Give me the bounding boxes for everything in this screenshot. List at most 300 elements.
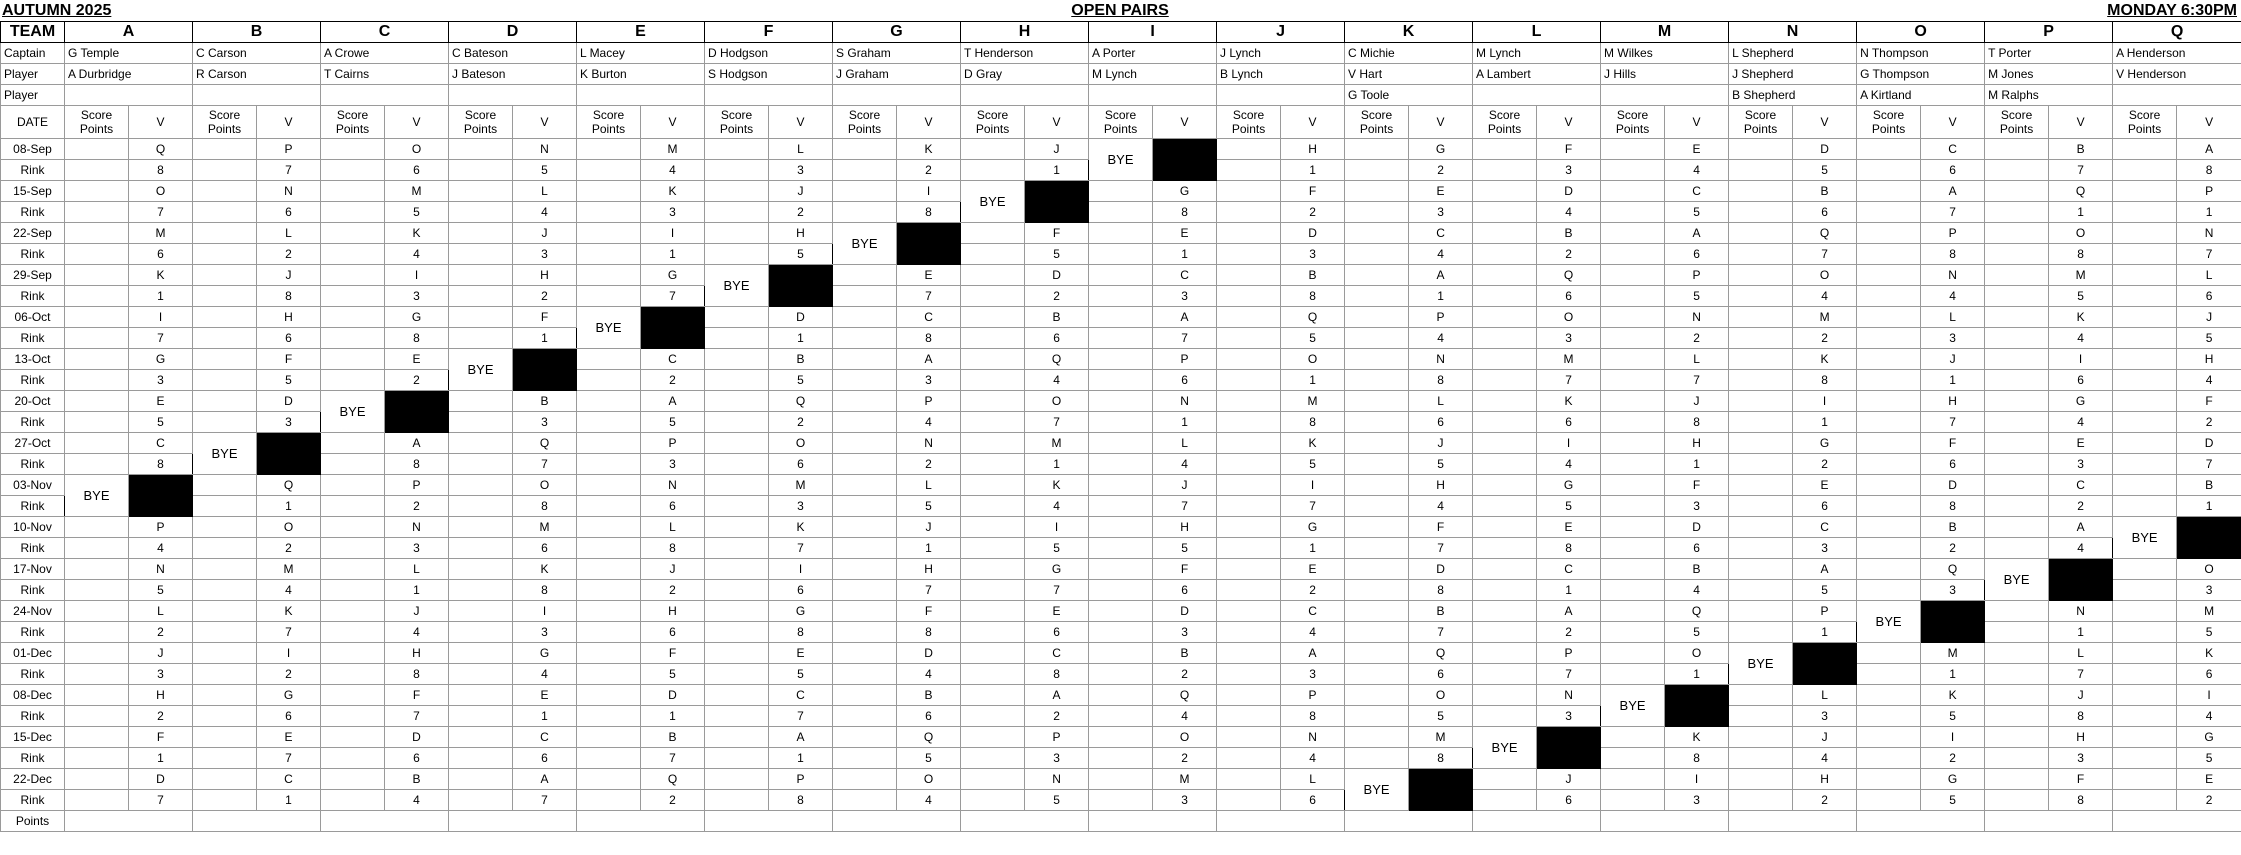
rink-number-cell: 7 xyxy=(385,706,449,727)
captain-name-e: L Macey xyxy=(577,43,705,64)
rink-number-cell: 8 xyxy=(385,328,449,349)
opponent-cell: G xyxy=(1025,559,1089,580)
score-points-cell xyxy=(705,790,769,811)
opponent-cell: P xyxy=(897,391,961,412)
score-points-cell xyxy=(449,265,513,286)
opponent-cell: O xyxy=(129,181,193,202)
score-points-cell xyxy=(1217,580,1281,601)
score-points-cell xyxy=(1729,538,1793,559)
rink-number-cell: 7 xyxy=(897,286,961,307)
score-points-cell xyxy=(1217,223,1281,244)
score-points-cell xyxy=(1857,391,1921,412)
rink-number-cell: 7 xyxy=(129,790,193,811)
score-points-cell xyxy=(1345,412,1409,433)
opponent-cell: L xyxy=(1281,769,1345,790)
points-total-cell xyxy=(1089,811,1217,832)
rink-number-cell: 5 xyxy=(1665,202,1729,223)
score-points-cell xyxy=(961,244,1025,265)
rink-number-cell: 4 xyxy=(385,244,449,265)
score-points-cell xyxy=(1601,559,1665,580)
score-points-cell xyxy=(577,160,641,181)
rink-number-cell: 8 xyxy=(513,496,577,517)
score-points-cell xyxy=(705,706,769,727)
score-points-cell xyxy=(577,664,641,685)
opponent-cell: E xyxy=(1537,517,1601,538)
opponent-cell: F xyxy=(1537,139,1601,160)
score-points-cell xyxy=(1985,265,2049,286)
score-points-cell xyxy=(961,223,1025,244)
opponent-cell: I xyxy=(129,307,193,328)
score-points-cell xyxy=(961,538,1025,559)
score-points-cell xyxy=(961,370,1025,391)
opponent-cell: B xyxy=(1537,223,1601,244)
rink-number-cell: 3 xyxy=(2049,454,2113,475)
opponent-cell: N xyxy=(1537,685,1601,706)
score-points-cell xyxy=(1089,328,1153,349)
score-points-cell xyxy=(1345,223,1409,244)
rink-number-cell: 4 xyxy=(129,538,193,559)
rink-number-cell: 5 xyxy=(1025,790,1089,811)
rink-number-cell: 8 xyxy=(1921,244,1985,265)
opponent-cell: C xyxy=(1025,643,1089,664)
rink-number-cell: 8 xyxy=(1665,748,1729,769)
rink-row xyxy=(1,790,2241,811)
bye-block xyxy=(1537,727,1601,769)
opponent-cell: G xyxy=(641,265,705,286)
score-points-cell xyxy=(1729,139,1793,160)
second-player-name-l xyxy=(1473,85,1601,106)
score-points-cell xyxy=(2113,223,2177,244)
opponent-cell: O xyxy=(1025,391,1089,412)
score-points-cell xyxy=(577,433,641,454)
opponent-cell: N xyxy=(513,139,577,160)
score-points-cell xyxy=(833,559,897,580)
opponent-cell: L xyxy=(1665,349,1729,370)
score-points-cell xyxy=(1729,517,1793,538)
rink-number-cell: 8 xyxy=(2177,160,2241,181)
score-points-header: Score Points xyxy=(321,106,385,139)
score-points-cell xyxy=(1473,601,1537,622)
opponent-cell: F xyxy=(257,349,321,370)
season-title: AUTUMN 2025 xyxy=(2,2,112,19)
rink-number-cell: 4 xyxy=(257,580,321,601)
score-points-cell xyxy=(193,538,257,559)
score-points-cell xyxy=(1857,223,1921,244)
score-points-cell xyxy=(1089,685,1153,706)
opponent-cell: E xyxy=(2049,433,2113,454)
rink-number-cell: 8 xyxy=(2049,790,2113,811)
score-points-cell xyxy=(1345,202,1409,223)
score-points-cell xyxy=(577,181,641,202)
rink-number-cell: 6 xyxy=(513,748,577,769)
score-points-cell xyxy=(65,538,129,559)
score-points-cell xyxy=(1985,727,2049,748)
player-name-n: J Shepherd xyxy=(1729,64,1857,85)
opponent-cell: I xyxy=(1921,727,1985,748)
bye-label: BYE xyxy=(1857,601,1921,643)
team-row xyxy=(1,22,2241,43)
score-points-cell xyxy=(2113,454,2177,475)
rink-number-cell: 1 xyxy=(1665,454,1729,475)
rink-label: Rink xyxy=(1,580,65,601)
opponent-cell: C xyxy=(641,349,705,370)
opponent-cell: F xyxy=(513,307,577,328)
round-date: 13-Oct xyxy=(1,349,65,370)
opponent-cell: D xyxy=(2177,433,2241,454)
rink-number-cell: 3 xyxy=(1153,286,1217,307)
opponent-cell: B xyxy=(769,349,833,370)
rink-number-cell: 8 xyxy=(1537,538,1601,559)
opponent-cell: L xyxy=(1409,391,1473,412)
opponent-cell: H xyxy=(129,685,193,706)
score-points-cell xyxy=(449,517,513,538)
opponent-cell: P xyxy=(257,139,321,160)
bye-block xyxy=(257,433,321,475)
score-points-cell xyxy=(1217,706,1281,727)
score-points-cell xyxy=(1601,328,1665,349)
score-points-cell xyxy=(1473,244,1537,265)
captain-name-c: A Crowe xyxy=(321,43,449,64)
rink-number-cell: 2 xyxy=(1537,244,1601,265)
score-points-cell xyxy=(449,454,513,475)
score-points-cell xyxy=(1345,433,1409,454)
score-points-cell xyxy=(321,454,385,475)
rink-number-cell: 6 xyxy=(513,538,577,559)
opponent-cell: L xyxy=(2049,643,2113,664)
score-points-cell xyxy=(705,685,769,706)
score-points-cell xyxy=(1345,475,1409,496)
bye-block xyxy=(513,349,577,391)
opponent-cell: D xyxy=(1281,223,1345,244)
score-points-cell xyxy=(65,265,129,286)
score-points-cell xyxy=(577,580,641,601)
points-total-cell xyxy=(65,811,193,832)
captain-name-p: T Porter xyxy=(1985,43,2113,64)
rink-number-cell: 2 xyxy=(769,412,833,433)
score-points-cell xyxy=(1857,202,1921,223)
opponent-cell: C xyxy=(1409,223,1473,244)
opponent-cell: F xyxy=(1665,475,1729,496)
round-date: 24-Nov xyxy=(1,601,65,622)
score-points-cell xyxy=(1473,328,1537,349)
opponent-cell: P xyxy=(641,433,705,454)
opponent-cell: P xyxy=(1281,685,1345,706)
rink-number-cell: 7 xyxy=(257,160,321,181)
score-points-cell xyxy=(1473,622,1537,643)
rink-number-cell: 8 xyxy=(513,580,577,601)
rink-number-cell: 3 xyxy=(1921,580,1985,601)
score-points-cell xyxy=(1473,181,1537,202)
score-points-cell xyxy=(65,202,129,223)
score-points-cell xyxy=(1729,412,1793,433)
opponent-cell: F xyxy=(897,601,961,622)
captain-name-a: G Temple xyxy=(65,43,193,64)
bye-label: BYE xyxy=(1601,685,1665,727)
rink-number-cell: 8 xyxy=(1409,748,1473,769)
rink-number-cell: 5 xyxy=(1793,160,1857,181)
rink-number-cell: 7 xyxy=(2177,244,2241,265)
opponent-cell: B xyxy=(513,391,577,412)
score-points-cell xyxy=(1473,139,1537,160)
rink-number-cell: 8 xyxy=(897,202,961,223)
score-points-cell xyxy=(961,328,1025,349)
rink-number-cell: 3 xyxy=(1793,706,1857,727)
score-points-cell xyxy=(833,181,897,202)
rink-number-cell: 8 xyxy=(385,664,449,685)
score-points-cell xyxy=(1601,748,1665,769)
score-points-cell xyxy=(1217,307,1281,328)
points-total-cell xyxy=(961,811,1089,832)
rink-number-cell: 1 xyxy=(1921,664,1985,685)
score-points-cell xyxy=(1601,391,1665,412)
captain-name-n: L Shepherd xyxy=(1729,43,1857,64)
points-total-cell xyxy=(1601,811,1729,832)
score-points-cell xyxy=(65,286,129,307)
score-points-cell xyxy=(1857,370,1921,391)
rink-number-cell: 7 xyxy=(1025,580,1089,601)
score-points-cell xyxy=(833,328,897,349)
score-points-cell xyxy=(1217,727,1281,748)
rink-number-cell: 6 xyxy=(1025,328,1089,349)
score-points-cell xyxy=(2113,706,2177,727)
second-player-name-e xyxy=(577,85,705,106)
opponent-cell: B xyxy=(1409,601,1473,622)
score-points-cell xyxy=(449,727,513,748)
rink-number-cell: 1 xyxy=(769,748,833,769)
rink-number-cell: 5 xyxy=(1921,790,1985,811)
rink-number-cell: 3 xyxy=(513,244,577,265)
bye-block xyxy=(385,391,449,433)
score-points-cell xyxy=(705,223,769,244)
score-points-cell xyxy=(449,433,513,454)
team-letter-e: E xyxy=(577,22,705,43)
opponent-cell: L xyxy=(1793,685,1857,706)
score-points-cell xyxy=(1729,685,1793,706)
opponent-cell: N xyxy=(129,559,193,580)
score-points-cell xyxy=(193,307,257,328)
rink-number-cell: 1 xyxy=(1793,412,1857,433)
score-points-cell xyxy=(961,265,1025,286)
rink-row xyxy=(1,286,2241,307)
team-letter-q: Q xyxy=(2113,22,2241,43)
score-points-cell xyxy=(1601,244,1665,265)
score-points-cell xyxy=(1473,286,1537,307)
team-letter-m: M xyxy=(1601,22,1729,43)
opponent-cell: J xyxy=(1537,769,1601,790)
rink-number-cell: 3 xyxy=(513,412,577,433)
opponent-cell: B xyxy=(1281,265,1345,286)
score-points-cell xyxy=(449,244,513,265)
captain-name-k: C Michie xyxy=(1345,43,1473,64)
score-points-cell xyxy=(833,265,897,286)
score-points-cell xyxy=(1985,244,2049,265)
score-points-cell xyxy=(1217,538,1281,559)
opponent-cell: C xyxy=(129,433,193,454)
rink-number-cell: 3 xyxy=(769,496,833,517)
rink-number-cell: 8 xyxy=(1281,286,1345,307)
score-points-cell xyxy=(705,454,769,475)
opponent-cell: M xyxy=(1793,307,1857,328)
player-name-a: A Durbridge xyxy=(65,64,193,85)
score-points-cell xyxy=(449,286,513,307)
opponent-cell: O xyxy=(2177,559,2241,580)
opponent-cell: H xyxy=(897,559,961,580)
score-points-cell xyxy=(1601,664,1665,685)
score-points-cell xyxy=(449,601,513,622)
bye-label: BYE xyxy=(1729,643,1793,685)
score-points-cell xyxy=(1729,748,1793,769)
captain-name-i: A Porter xyxy=(1089,43,1217,64)
score-points-cell xyxy=(1601,433,1665,454)
score-points-cell xyxy=(1217,790,1281,811)
score-points-cell xyxy=(193,370,257,391)
opponent-cell: B xyxy=(2177,475,2241,496)
score-points-cell xyxy=(2113,622,2177,643)
rink-number-cell: 7 xyxy=(1025,412,1089,433)
rink-number-cell: 6 xyxy=(769,580,833,601)
rink-number-cell: 1 xyxy=(1281,538,1345,559)
rink-number-cell: 8 xyxy=(2049,706,2113,727)
v-header: V xyxy=(2177,106,2241,139)
rink-number-cell: 5 xyxy=(641,412,705,433)
score-points-cell xyxy=(833,307,897,328)
opponent-cell: I xyxy=(641,223,705,244)
score-points-cell xyxy=(1985,706,2049,727)
rink-number-cell: 1 xyxy=(1793,622,1857,643)
score-points-cell xyxy=(1089,202,1153,223)
rink-number-cell: 4 xyxy=(897,790,961,811)
score-points-cell xyxy=(1857,349,1921,370)
rink-number-cell: 7 xyxy=(1793,244,1857,265)
captain-name-h: T Henderson xyxy=(961,43,1089,64)
rink-number-cell: 4 xyxy=(2049,412,2113,433)
points-total-cell xyxy=(1217,811,1345,832)
second-player-row xyxy=(1,85,2241,106)
score-points-cell xyxy=(449,202,513,223)
score-points-cell xyxy=(1089,580,1153,601)
score-points-cell xyxy=(1985,454,2049,475)
rink-number-cell: 2 xyxy=(641,370,705,391)
score-points-cell xyxy=(65,181,129,202)
score-points-cell xyxy=(1985,181,2049,202)
score-points-cell xyxy=(65,748,129,769)
score-points-cell xyxy=(961,454,1025,475)
score-points-cell xyxy=(833,727,897,748)
score-points-cell xyxy=(193,160,257,181)
score-points-cell xyxy=(1217,475,1281,496)
score-points-cell xyxy=(1729,223,1793,244)
score-points-cell xyxy=(1089,307,1153,328)
rink-number-cell: 7 xyxy=(257,748,321,769)
score-points-header: Score Points xyxy=(1217,106,1281,139)
opponent-cell: C xyxy=(897,307,961,328)
rink-number-cell: 8 xyxy=(1281,412,1345,433)
rink-number-cell: 4 xyxy=(513,202,577,223)
rink-number-cell: 5 xyxy=(2177,622,2241,643)
score-points-cell xyxy=(1729,265,1793,286)
opponent-cell: M xyxy=(1409,727,1473,748)
v-header: V xyxy=(1665,106,1729,139)
score-points-cell xyxy=(1857,328,1921,349)
score-points-header: Score Points xyxy=(577,106,641,139)
opponent-cell: N xyxy=(1665,307,1729,328)
rink-number-cell: 3 xyxy=(1153,790,1217,811)
score-points-cell xyxy=(1089,349,1153,370)
score-points-cell xyxy=(1217,412,1281,433)
opponent-cell: H xyxy=(1409,475,1473,496)
score-points-cell xyxy=(1985,412,2049,433)
rink-number-cell: 5 xyxy=(2177,328,2241,349)
captain-name-o: N Thompson xyxy=(1857,43,1985,64)
score-points-cell xyxy=(193,517,257,538)
bye-block xyxy=(1153,139,1217,181)
score-points-cell xyxy=(1985,643,2049,664)
opponent-cell: P xyxy=(769,769,833,790)
opponent-cell: L xyxy=(1921,307,1985,328)
rink-number-cell: 3 xyxy=(1537,160,1601,181)
opponent-cell: K xyxy=(257,601,321,622)
score-points-cell xyxy=(1345,244,1409,265)
rink-number-cell: 2 xyxy=(2177,790,2241,811)
rink-number-cell: 7 xyxy=(769,706,833,727)
score-points-cell xyxy=(577,286,641,307)
opponent-cell: Q xyxy=(1537,265,1601,286)
score-points-cell xyxy=(1601,517,1665,538)
opponent-cell: D xyxy=(1025,265,1089,286)
rink-number-cell: 6 xyxy=(1537,790,1601,811)
score-points-cell xyxy=(961,727,1025,748)
opponent-cell: L xyxy=(641,517,705,538)
opponent-cell: L xyxy=(385,559,449,580)
score-points-cell xyxy=(1601,769,1665,790)
rink-number-cell: 7 xyxy=(513,454,577,475)
score-points-cell xyxy=(2113,370,2177,391)
v-header: V xyxy=(129,106,193,139)
rink-number-cell: 4 xyxy=(1537,202,1601,223)
opponent-cell: A xyxy=(1921,181,1985,202)
score-points-cell xyxy=(705,601,769,622)
opponent-cell: H xyxy=(1665,433,1729,454)
score-points-cell xyxy=(1217,643,1281,664)
opponent-cell: E xyxy=(769,643,833,664)
score-points-cell xyxy=(65,601,129,622)
opponent-cell: K xyxy=(1281,433,1345,454)
score-points-cell xyxy=(833,202,897,223)
score-points-cell xyxy=(1601,538,1665,559)
opponent-cell: I xyxy=(1537,433,1601,454)
opponent-cell: B xyxy=(1665,559,1729,580)
rink-number-cell: 4 xyxy=(1281,622,1345,643)
round-row xyxy=(1,349,2241,370)
score-points-cell xyxy=(1729,475,1793,496)
score-points-cell xyxy=(1089,559,1153,580)
rink-number-cell: 2 xyxy=(1793,790,1857,811)
opponent-cell: C xyxy=(1921,139,1985,160)
score-points-cell xyxy=(1857,643,1921,664)
score-points-cell xyxy=(321,307,385,328)
score-points-cell xyxy=(65,622,129,643)
player-name-h: D Gray xyxy=(961,64,1089,85)
rink-number-cell: 5 xyxy=(769,370,833,391)
score-points-header: Score Points xyxy=(1985,106,2049,139)
score-points-cell xyxy=(321,244,385,265)
score-points-cell xyxy=(961,139,1025,160)
opponent-cell: N xyxy=(641,475,705,496)
rink-number-cell: 6 xyxy=(897,706,961,727)
opponent-cell: N xyxy=(897,433,961,454)
score-points-cell xyxy=(577,559,641,580)
score-points-header: Score Points xyxy=(1857,106,1921,139)
